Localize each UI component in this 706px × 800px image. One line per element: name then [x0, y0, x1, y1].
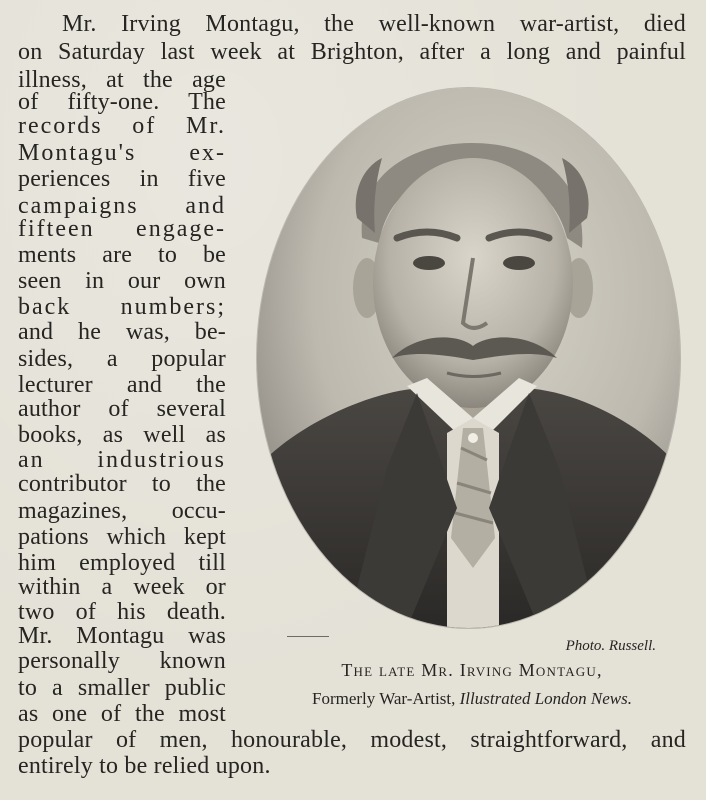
- caption-rule: [287, 636, 329, 637]
- column-line: pations which kept: [18, 524, 226, 550]
- column-line: an industrious: [18, 447, 226, 473]
- portrait-illustration: [257, 88, 680, 628]
- column-line: fifteen engage-: [18, 216, 226, 242]
- column-line: books, as well as: [18, 422, 226, 448]
- column-line: magazines, occu-: [18, 498, 226, 524]
- column-line: records of Mr.: [18, 113, 226, 139]
- column-line: seen in our own: [18, 268, 226, 294]
- article-line: on Saturday last week at Brighton, after a long and painful: [18, 39, 686, 65]
- column-line: ments are to be: [18, 242, 226, 268]
- article-line: popular of men, honourable, modest, straightforward, and: [18, 727, 686, 753]
- column-line: personally known: [18, 648, 226, 674]
- article-line: entirely to be relied upon.: [18, 753, 271, 779]
- caption-prefix: Formerly War-Artist,: [311, 689, 456, 708]
- column-line: to a smaller public: [18, 675, 226, 701]
- article-line: Mr. Irving Montagu, the well-known war-artist, died: [62, 11, 686, 37]
- caption-title: The late Mr. Irving Montagu,: [341, 660, 603, 680]
- column-line: Mr. Montagu was: [18, 623, 226, 649]
- column-line: lecturer and the: [18, 372, 226, 398]
- column-line: and he was, be-: [18, 319, 226, 345]
- column-line: back numbers;: [18, 294, 226, 320]
- caption-publication: Illustrated London News.: [459, 689, 633, 708]
- column-line: Montagu's ex-: [18, 140, 226, 166]
- column-line: sides, a popular: [18, 346, 226, 372]
- column-line: author of several: [18, 396, 226, 422]
- column-line: campaigns and: [18, 193, 226, 219]
- column-line: of fifty-one. The: [18, 89, 226, 115]
- portrait-photo: [257, 88, 680, 628]
- column-line: within a week or: [18, 574, 226, 600]
- caption-subtitle: [238, 688, 706, 710]
- photo-credit: Photo. Russell.: [565, 638, 656, 654]
- column-line: two of his death.: [18, 599, 226, 625]
- column-line: as one of the most: [18, 701, 226, 727]
- column-line: illness, at the age: [18, 67, 226, 93]
- column-line: him employed till: [18, 550, 226, 576]
- column-line: contributor to the: [18, 471, 226, 497]
- column-line: periences in five: [18, 166, 226, 192]
